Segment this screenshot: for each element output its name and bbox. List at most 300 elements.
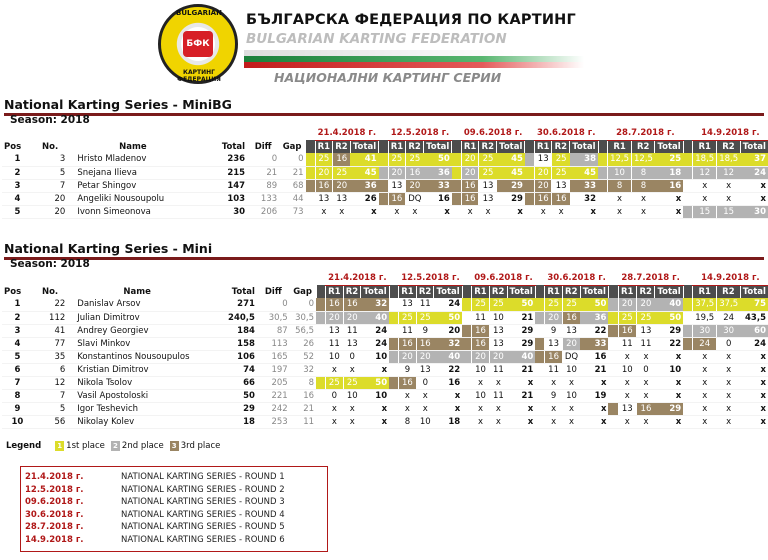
kart-no-cell: 6 [33, 363, 67, 376]
race2-points: 11 [636, 337, 654, 350]
kart-no-cell: 112 [33, 311, 67, 324]
col-r1-header: R1 [608, 140, 632, 153]
race1-points: 20 [315, 166, 332, 179]
round-total: x [740, 402, 768, 415]
diff-cell: 221 [257, 389, 290, 402]
gap-cell: 11 [290, 415, 316, 428]
race1-points: 16 [388, 192, 405, 205]
race1-points: x [618, 415, 636, 428]
legend-second [111, 441, 164, 451]
race1-points: 24 [693, 337, 717, 350]
race1-points: x [315, 205, 332, 218]
race1-points: 0 [326, 389, 343, 402]
round-dates-row [2, 272, 768, 285]
race2-points: x [632, 205, 655, 218]
gap-cell: 8 [290, 376, 316, 389]
race1-points: x [545, 402, 562, 415]
race2-points: x [489, 376, 507, 389]
race1-points: 13 [315, 192, 332, 205]
col-r2-header: R2 [479, 140, 497, 153]
race1-points: 8 [399, 415, 416, 428]
race2-points: x [717, 179, 740, 192]
race2-points: x [562, 402, 580, 415]
gap-cell: 21 [279, 166, 305, 179]
round-total: 16 [434, 376, 462, 389]
race2-points: 13 [333, 192, 351, 205]
kart-no-cell: 56 [33, 415, 67, 428]
race2-points: x [717, 363, 740, 376]
table-row [2, 337, 768, 350]
round-total: 50 [655, 311, 683, 324]
round-total: x [580, 376, 608, 389]
round-total: 29 [655, 402, 683, 415]
round-total: 16 [424, 192, 452, 205]
round-date-header: 09.6.2018 г. [461, 127, 525, 140]
race1-points: 11 [618, 337, 636, 350]
diff-cell: 89 [247, 179, 279, 192]
race2-points: 16 [416, 337, 434, 350]
col-r2-header: R2 [717, 140, 740, 153]
round-date-header: 21.4.2018 г. [326, 272, 390, 285]
minibg-season: Season: 2018 [10, 114, 90, 126]
race2-points: 25 [552, 166, 570, 179]
round-date-header: 28.7.2018 г. [608, 127, 684, 140]
race2-points: x [489, 402, 507, 415]
driver-name-cell: Julian Dimitrov [67, 311, 207, 324]
round-label: NATIONAL KARTING SERIES - ROUND 5 [121, 522, 285, 533]
col-r1-header: R1 [315, 140, 332, 153]
round-total: x [655, 192, 683, 205]
race2-points: 13 [479, 179, 497, 192]
race1-points: x [326, 415, 343, 428]
race2-points: 25 [562, 298, 580, 311]
total-cell: 103 [198, 192, 247, 205]
race1-points: 13 [545, 337, 562, 350]
round-item [25, 534, 327, 547]
legend-third [170, 441, 221, 451]
race2-points: 20 [343, 311, 361, 324]
race1-points: 25 [618, 311, 636, 324]
pos-cell: 2 [2, 166, 33, 179]
legend-title: Legend [6, 441, 42, 451]
table-row [2, 192, 768, 205]
round-total: 10 [361, 350, 389, 363]
round-total: x [655, 205, 683, 218]
total-cell: 158 [207, 337, 257, 350]
driver-name-cell: Kristian Dimitrov [67, 363, 207, 376]
race2-points: 20 [333, 179, 351, 192]
race1-points: 16 [545, 350, 562, 363]
round-item [25, 509, 327, 522]
gap-cell: 68 [279, 179, 305, 192]
race2-points: 25 [489, 298, 507, 311]
driver-name-cell: Petar Shingov [67, 179, 198, 192]
race1-points: 12 [693, 166, 717, 179]
race2-points: 13 [489, 324, 507, 337]
race2-points: 11 [489, 363, 507, 376]
race1-points: x [545, 415, 562, 428]
race1-points: 16 [472, 337, 489, 350]
round-total: x [655, 415, 683, 428]
race1-points: 19,5 [693, 311, 717, 324]
race1-points: 16 [534, 192, 551, 205]
round-total: 40 [434, 350, 462, 363]
round-item [25, 496, 327, 509]
round-date-header: 28.7.2018 г. [618, 272, 683, 285]
col-r2-header: R2 [333, 140, 351, 153]
round-total: 36 [580, 311, 608, 324]
race2-points: x [562, 376, 580, 389]
round-total: 45 [350, 166, 378, 179]
race2-points: 25 [636, 311, 654, 324]
race1-points: 12,5 [608, 153, 632, 166]
race1-points: 20 [534, 179, 551, 192]
table-row [2, 350, 768, 363]
legend-third-label: 3rd place [180, 441, 221, 451]
round-total: 30 [740, 205, 768, 218]
race1-points: 25 [545, 298, 562, 311]
round-total: 50 [507, 298, 535, 311]
round-total: 10 [361, 389, 389, 402]
race2-points: 25 [333, 166, 351, 179]
race2-points: 13 [552, 179, 570, 192]
diff-cell: 113 [257, 337, 290, 350]
race1-points: x [608, 205, 632, 218]
pos-cell: 8 [2, 389, 33, 402]
second-place-swatch: 2 [111, 441, 120, 451]
round-dates-row [2, 127, 768, 140]
diff-cell: 21 [247, 166, 279, 179]
kart-no-cell: 7 [33, 389, 67, 402]
race2-points: 25 [416, 311, 434, 324]
race1-points: 10 [472, 389, 489, 402]
race2-points: 13 [479, 192, 497, 205]
round-total: 24 [740, 337, 768, 350]
round-total: 21 [507, 363, 535, 376]
round-label: NATIONAL KARTING SERIES - ROUND 3 [121, 497, 285, 508]
race2-points: 15 [717, 205, 740, 218]
race2-points: x [489, 415, 507, 428]
race1-points: 10 [326, 350, 343, 363]
round-total: 29 [507, 324, 535, 337]
race1-points: 11 [545, 363, 562, 376]
pos-cell: 1 [2, 298, 33, 311]
round-total: x [740, 179, 768, 192]
round-date: 30.6.2018 г. [25, 509, 84, 520]
round-total: x [507, 402, 535, 415]
race2-points: x [717, 376, 740, 389]
round-total: 36 [424, 166, 452, 179]
race1-points: 16 [326, 298, 343, 311]
col-r1-header: R1 [399, 285, 416, 298]
race1-points: 25 [472, 298, 489, 311]
diff-cell: 165 [257, 350, 290, 363]
diff-cell: 0 [247, 153, 279, 166]
race2-points: x [717, 415, 740, 428]
race2-points: DQ [562, 350, 580, 363]
race1-points: 16 [461, 179, 478, 192]
race2-points: x [717, 389, 740, 402]
gap-cell: 73 [279, 205, 305, 218]
gap-cell: 26 [290, 337, 316, 350]
race2-points: 10 [562, 363, 580, 376]
race1-points: 20 [534, 166, 551, 179]
race1-points: 8 [608, 179, 632, 192]
race2-points: 10 [562, 389, 580, 402]
total-cell: 240,5 [207, 311, 257, 324]
round-date-header: 12.5.2018 г. [388, 127, 452, 140]
col-rtotal-header: Total [361, 285, 389, 298]
race2-points: 25 [406, 153, 424, 166]
round-total: x [740, 415, 768, 428]
col-r2-header: R2 [406, 140, 424, 153]
mini-standings-table [2, 272, 768, 429]
minibg-title: National Karting Series - MiniBG [4, 97, 764, 116]
round-total: 19 [580, 389, 608, 402]
table-row [2, 324, 768, 337]
race2-points: 16 [636, 402, 654, 415]
column-header-row [2, 140, 768, 153]
logo-emblem: БФК [183, 31, 213, 57]
round-date-header: 12.5.2018 г. [399, 272, 463, 285]
col-rtotal-header: Total [655, 285, 683, 298]
round-total: 50 [361, 376, 389, 389]
round-total: 38 [570, 153, 598, 166]
round-total: 29 [497, 179, 525, 192]
kart-no-cell: 12 [33, 376, 67, 389]
race2-points: 20 [636, 298, 654, 311]
round-total: x [655, 350, 683, 363]
race1-points: x [618, 350, 636, 363]
col-gap-header: Gap [293, 286, 313, 297]
race1-points: x [461, 205, 478, 218]
race2-points: 16 [406, 166, 424, 179]
race2-points: 20 [562, 337, 580, 350]
race1-points: 20 [461, 153, 478, 166]
col-r1-header: R1 [545, 285, 562, 298]
race2-points: 9 [416, 324, 434, 337]
race2-points: 10 [416, 415, 434, 428]
driver-name-cell: Konstantinos Nousoupulos [67, 350, 207, 363]
race2-points: x [333, 205, 351, 218]
round-total: 18 [655, 166, 683, 179]
diff-cell: 205 [257, 376, 290, 389]
race1-points: x [608, 192, 632, 205]
round-total: 32 [361, 298, 389, 311]
pos-cell: 3 [2, 324, 33, 337]
round-total: 41 [350, 153, 378, 166]
round-label: NATIONAL KARTING SERIES - ROUND 2 [121, 484, 285, 495]
diff-cell: 242 [257, 402, 290, 415]
race1-points: 10 [618, 363, 636, 376]
round-date: 21.4.2018 г. [25, 472, 84, 482]
col-rtotal-header: Total [740, 140, 768, 153]
race1-points: 11 [399, 324, 416, 337]
race2-points: x [479, 205, 497, 218]
race2-points: 13 [636, 324, 654, 337]
race1-points: x [693, 389, 717, 402]
kart-no-cell: 77 [33, 337, 67, 350]
race2-points: 16 [562, 311, 580, 324]
race2-points: 10 [489, 311, 507, 324]
col-r2-header: R2 [343, 285, 361, 298]
round-date-header: 30.6.2018 г. [545, 272, 609, 285]
table-row [2, 153, 768, 166]
col-no-header: No. [41, 286, 59, 297]
race2-points: 0 [343, 350, 361, 363]
race1-points: 16 [618, 324, 636, 337]
race2-points: 20 [489, 350, 507, 363]
race1-points: 18,5 [693, 153, 717, 166]
round-total: 29 [507, 337, 535, 350]
race1-points: 10 [608, 166, 632, 179]
first-place-swatch: 1 [55, 441, 64, 451]
table-row [2, 298, 768, 311]
driver-name-cell: Hristo Mladenov [67, 153, 198, 166]
col-r1-header: R1 [388, 140, 405, 153]
race1-points: x [693, 363, 717, 376]
col-rtotal-header: Total [740, 285, 768, 298]
mini-season: Season: 2018 [10, 258, 90, 270]
race1-points: x [399, 389, 416, 402]
col-name-header: Name [119, 141, 147, 152]
diff-cell: 253 [257, 415, 290, 428]
race1-points: 10 [472, 363, 489, 376]
round-total: 50 [434, 311, 462, 324]
race2-points: x [562, 415, 580, 428]
round-total: x [434, 402, 462, 415]
round-total: 36 [350, 179, 378, 192]
column-header-row [2, 285, 768, 298]
table-row [2, 402, 768, 415]
race1-points: x [326, 402, 343, 415]
race1-points: x [399, 402, 416, 415]
pos-cell: 5 [2, 205, 33, 218]
driver-name-cell: Snejana Ilieva [67, 166, 198, 179]
round-total: x [507, 415, 535, 428]
total-cell: 271 [207, 298, 257, 311]
round-total: 32 [570, 192, 598, 205]
race1-points: x [534, 205, 551, 218]
race2-points: 13 [562, 324, 580, 337]
round-total: x [361, 363, 389, 376]
federation-title-bg: БЪЛГАРСКА ФЕДЕРАЦИЯ ПО КАРТИНГ [246, 12, 576, 28]
round-total: 21 [580, 363, 608, 376]
kart-no-cell: 22 [33, 298, 67, 311]
pos-cell: 3 [2, 179, 33, 192]
round-total: 22 [655, 337, 683, 350]
kart-no-cell: 7 [33, 179, 67, 192]
round-item [25, 471, 327, 484]
round-label: NATIONAL KARTING SERIES - ROUND 6 [121, 534, 285, 545]
legend-second-label: 2nd place [121, 441, 164, 451]
table-row [2, 311, 768, 324]
race2-points: 12,5 [632, 153, 655, 166]
round-total: x [570, 205, 598, 218]
col-r2-header: R2 [489, 285, 507, 298]
round-total: 24 [361, 337, 389, 350]
race1-points: x [693, 402, 717, 415]
col-total-header: Total [221, 141, 246, 152]
race1-points: 20 [388, 166, 405, 179]
pos-cell: 4 [2, 192, 33, 205]
round-total: x [580, 402, 608, 415]
race2-points: x [717, 350, 740, 363]
race1-points: x [618, 376, 636, 389]
gap-cell: 44 [279, 192, 305, 205]
race2-points: 12 [717, 166, 740, 179]
race1-points: x [618, 389, 636, 402]
table-row [2, 166, 768, 179]
race2-points: 30 [717, 324, 740, 337]
total-cell: 147 [198, 179, 247, 192]
kart-no-cell: 3 [33, 153, 67, 166]
federation-logo [158, 4, 238, 84]
race2-points: 20 [406, 179, 424, 192]
race2-points: 37,5 [717, 298, 740, 311]
round-total: 32 [434, 337, 462, 350]
race2-points: 18,5 [717, 153, 740, 166]
gap-cell: 56,5 [290, 324, 316, 337]
race1-points: 16 [461, 192, 478, 205]
round-total: x [361, 415, 389, 428]
race2-points: x [717, 402, 740, 415]
col-r2-header: R2 [636, 285, 654, 298]
col-r1-header: R1 [534, 140, 551, 153]
race1-points: 20 [545, 311, 562, 324]
round-label: NATIONAL KARTING SERIES - ROUND 4 [121, 509, 285, 520]
flag-stripes [244, 50, 584, 68]
race1-points: 13 [388, 179, 405, 192]
race1-points: x [472, 402, 489, 415]
pos-cell: 6 [2, 363, 33, 376]
gap-cell: 30,5 [290, 311, 316, 324]
driver-name-cell: Vasil Apostoloski [67, 389, 207, 402]
race2-points: 16 [343, 298, 361, 311]
driver-name-cell: Angeliki Nousoupolu [67, 192, 198, 205]
table-row [2, 363, 768, 376]
race2-points: x [632, 192, 655, 205]
col-rtotal-header: Total [350, 140, 378, 153]
diff-cell: 133 [247, 192, 279, 205]
total-cell: 50 [207, 389, 257, 402]
round-total: 40 [655, 298, 683, 311]
gap-cell: 0 [279, 153, 305, 166]
round-total: x [361, 402, 389, 415]
race1-points: x [545, 376, 562, 389]
gap-cell: 32 [290, 363, 316, 376]
round-total: 25 [655, 153, 683, 166]
round-total: 16 [580, 350, 608, 363]
race1-points: 11 [326, 337, 343, 350]
round-total: 29 [497, 192, 525, 205]
race2-points: 11 [489, 389, 507, 402]
driver-name-cell: Nikolay Kolev [67, 415, 207, 428]
col-pos-header: Pos [4, 141, 22, 152]
race2-points: x [343, 415, 361, 428]
diff-cell: 197 [257, 363, 290, 376]
race1-points: x [693, 415, 717, 428]
round-total: x [740, 192, 768, 205]
total-cell: 74 [207, 363, 257, 376]
pos-cell: 10 [2, 415, 33, 428]
race1-points: 9 [399, 363, 416, 376]
round-total: 37 [740, 153, 768, 166]
col-r1-header: R1 [472, 285, 489, 298]
race2-points: 25 [343, 376, 361, 389]
driver-name-cell: Slavi Minkov [67, 337, 207, 350]
col-name-header: Name [123, 286, 151, 297]
